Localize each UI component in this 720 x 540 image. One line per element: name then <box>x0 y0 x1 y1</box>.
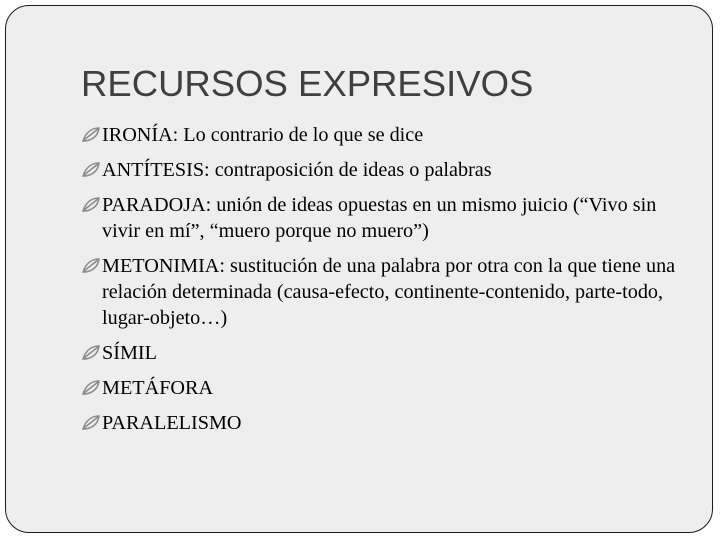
slide <box>5 5 713 533</box>
bullet-text: ANTÍTESIS: contraposición de ideas o palabras <box>102 159 492 181</box>
list-item <box>81 410 681 436</box>
list-item <box>81 122 681 148</box>
leaf-bullet-icon <box>81 160 101 180</box>
leaf-bullet-icon <box>81 195 101 215</box>
leaf-bullet-icon <box>81 343 101 363</box>
leaf-bullet-icon <box>81 413 101 433</box>
bullet-text: METONIMIA: sustitución de una palabra por otra con la que tiene una relación determinada (causa-efecto, continente-contenido, parte-todo, lugar-objeto…) <box>102 255 676 329</box>
list-item <box>81 340 681 366</box>
list-item <box>81 253 681 331</box>
list-item <box>81 157 681 183</box>
bullet-list <box>81 122 681 445</box>
slide-title: RECURSOS EXPRESIVOS <box>81 63 534 104</box>
leaf-bullet-icon <box>81 256 101 276</box>
bullet-text: PARADOJA: unión de ideas opuestas en un mismo juicio (“Vivo sin vivir en mí”, “muero porque no muero”) <box>102 194 657 242</box>
bullet-text: PARALELISMO <box>102 412 242 434</box>
bullet-text: METÁFORA <box>102 377 214 399</box>
leaf-bullet-icon <box>81 125 101 145</box>
list-item <box>81 192 681 244</box>
list-item <box>81 375 681 401</box>
leaf-bullet-icon <box>81 378 101 398</box>
bullet-text: IRONÍA: Lo contrario de lo que se dice <box>102 124 424 146</box>
bullet-text: SÍMIL <box>102 342 157 364</box>
